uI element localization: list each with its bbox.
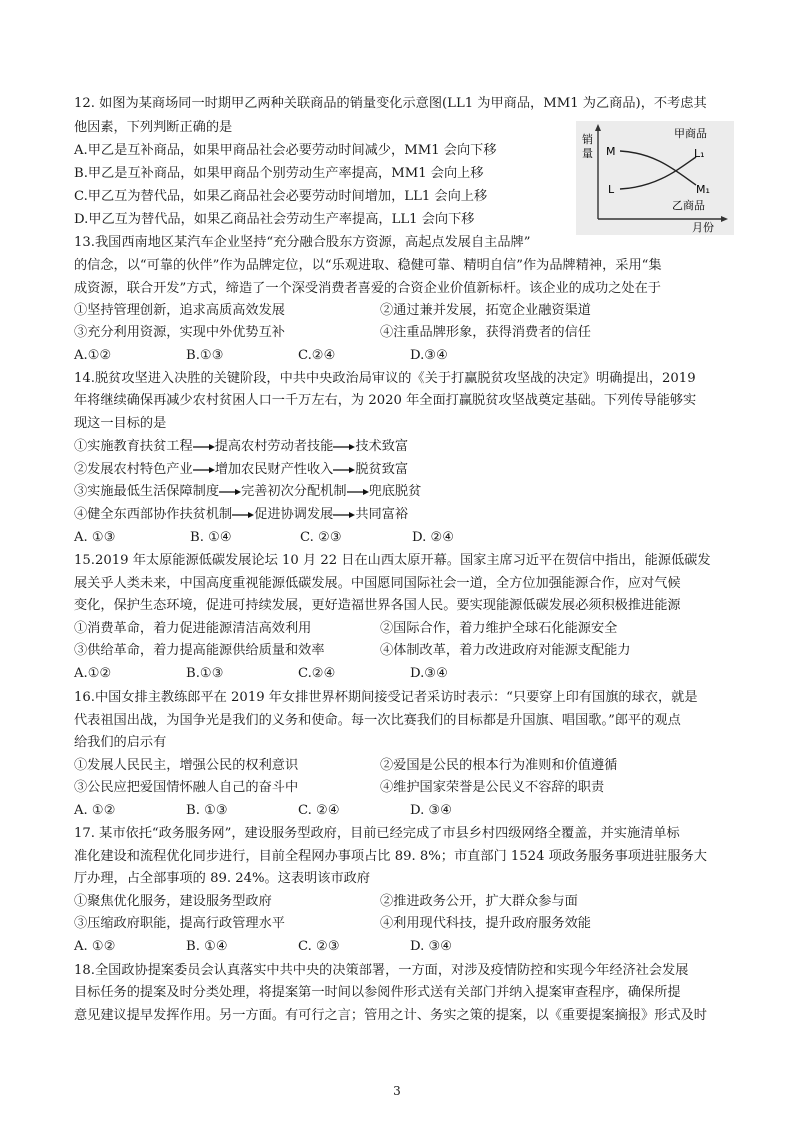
curve-ll1 <box>620 157 696 189</box>
q13-item-3: ③充分利用资源，实现中外优势互补 <box>74 325 285 340</box>
q14-item-4 <box>74 504 408 526</box>
arrow-icon <box>333 442 355 452</box>
q16-item-2: ②爱国是公民的根本行为准则和价值遵循 <box>380 758 618 773</box>
q16-item-4: ④维护国家荣誉是公民义不容辞的职责 <box>380 780 605 795</box>
q14-stem-line3: 现这一目标的是 <box>74 416 167 431</box>
q14-item-3-cause: ③实施最低生活保障制度 <box>74 484 220 499</box>
x-axis-label: 月份 <box>692 221 714 234</box>
q14-item-3-middle: 完善初次分配机制 <box>241 484 347 499</box>
q12-stem-line2: 他因素，下列判断正确的是 <box>74 120 233 135</box>
q12-option-c: C.甲乙互为替代品，如果乙商品社会必要劳动时间增加，LL1 会向上移 <box>74 189 488 204</box>
q12-option-d: D.甲乙互为替代品，如果乙商品社会劳动生产率提高，LL1 会向下移 <box>74 212 475 227</box>
arrow-icon <box>219 487 241 497</box>
q14-item-2-middle: 增加农民财产性收入 <box>214 462 334 477</box>
arrow-icon <box>232 510 254 520</box>
q12-sales-chart <box>576 121 734 235</box>
q17-choice-c: C. ②③ <box>298 939 340 954</box>
arrow-icon <box>333 510 355 520</box>
x-axis-arrow <box>721 216 728 222</box>
q13-choice-d: D.③④ <box>410 348 448 363</box>
y-axis-arrow <box>595 124 601 131</box>
q14-choice-c: C. ②③ <box>300 530 342 545</box>
q14-item-4-middle: 促进协调发展 <box>254 507 334 522</box>
q15-choice-b: B.①③ <box>186 666 224 681</box>
q17-choice-d: D. ③④ <box>410 939 453 954</box>
q14-item-1-cause: ①实施教育扶贫工程 <box>74 439 193 454</box>
series-a-name: 甲商品 <box>674 127 707 140</box>
q14-item-2 <box>74 459 408 481</box>
q17-item-2: ②推进政务公开，扩大群众参与面 <box>380 894 578 909</box>
q13-stem-line1: 13.我国西南地区某汽车企业坚持“充分融合股东方资源，高起点发展自主品牌” <box>74 235 531 250</box>
q14-item-1-result: 技术致富 <box>355 439 409 454</box>
series-b-name: 乙商品 <box>672 199 705 212</box>
q15-item-2: ②国际合作，着力维护全球石化能源安全 <box>380 621 618 636</box>
q18-stem-line3: 意见建议提早发挥作用。另一方面。有可行之言；管用之计、务实之策的提案，以《重要提案摘报》形式及时 <box>74 1008 707 1023</box>
q12-option-a: A.甲乙是互补商品，如果甲商品社会必要劳动时间减少，MM1 会向下移 <box>74 143 497 158</box>
q15-choice-c: C.②④ <box>298 666 336 681</box>
arrow-icon <box>193 442 215 452</box>
q13-item-2: ②通过兼并发展，拓宽企业融资渠道 <box>380 303 591 318</box>
page-number: 3 <box>393 1084 401 1098</box>
q14-item-1 <box>74 436 408 458</box>
q17-item-3: ③压缩政府职能，提高行政管理水平 <box>74 916 285 931</box>
q15-stem-line3: 变化，保护生态环境，促进可持续发展，更好造福世界各国人民。要实现能源低碳发展必须积极推进能源 <box>74 598 681 613</box>
q17-stem-line2: 准化建设和流程优化同步进行，目前全程网办事项占比 89. 8%；市直部门 1524 项政务服务事项进驻服务大 <box>74 849 707 864</box>
q16-stem-line2: 代表祖国出战，为国争光是我们的义务和使命。每一次比赛我们的目标都是升国旗、唱国歌。”郎平的观点 <box>74 713 681 728</box>
q13-choice-c: C.②④ <box>298 348 336 363</box>
q18-stem-line1: 18.全国政协提案委员会认真落实中共中央的决策部署，一方面，对涉及疫情防控和实现今年经济社会发展 <box>74 963 689 978</box>
q18-stem-line2: 目标任务的提案及时分类处理，将提案第一时间以参阅件形式送有关部门并纳入提案审查程序，确保所提 <box>74 985 681 1000</box>
q13-item-1: ①坚持管理创新，追求高质高效发展 <box>74 303 285 318</box>
q12-sales-figure <box>576 121 734 235</box>
label-l1: L₁ <box>694 147 705 160</box>
q15-choice-a: A.①② <box>74 666 112 681</box>
q16-item-1: ①发展人民民主，增强公民的权利意识 <box>74 758 299 773</box>
arrow-icon <box>347 487 369 497</box>
q14-item-2-cause: ②发展农村特色产业 <box>74 462 193 477</box>
q17-item-4: ④利用现代科技，提升政府服务效能 <box>380 916 591 931</box>
q15-stem-line2: 展关乎人类未来，中国高度重视能源低碳发展。中国愿同国际社会一道，全方位加强能源合作，应对气候 <box>74 576 681 591</box>
y-axis-label-1: 销 <box>582 133 593 146</box>
arrow-icon <box>193 465 215 475</box>
q14-choice-b: B. ①④ <box>190 530 232 545</box>
q17-stem-line1: 17. 某市依托“政务服务网”，建设服务型政府，目前已经完成了市县乡村四级网络全覆盖，并实施清单标 <box>74 826 680 841</box>
q13-stem-line2: 的信念，以“可靠的伙伴”作为品牌定位，以“乐观进取、稳健可靠、精明自信”作为品牌精神，采用“集 <box>74 258 662 273</box>
q14-item-4-cause: ④健全东西部协作扶贫机制 <box>74 507 233 522</box>
q16-choice-c: C. ②④ <box>298 803 340 818</box>
q14-stem-line1: 14.脱贫攻坚进入决胜的关键阶段，中共中央政治局审议的《关于打赢脱贫攻坚战的决定》明确提出，2019 <box>74 371 696 386</box>
label-m: M <box>606 145 616 158</box>
q17-choice-a: A. ①② <box>74 939 116 954</box>
q16-choice-b: B. ①③ <box>186 803 228 818</box>
q14-choice-a: A. ①③ <box>74 530 116 545</box>
q12-stem-line1: 12. 如图为某商场同一时期甲乙两种关联商品的销量变化示意图(LL1 为甲商品，MM1 为乙商品)，不考虑其 <box>74 96 707 111</box>
q14-stem-line2: 年将继续确保再减少农村贫困人口一千万左右，为 2020 年全面打赢脱贫攻坚战奠定基础。下列传导能够实 <box>74 393 697 408</box>
q16-choice-d: D. ③④ <box>410 803 453 818</box>
q15-stem-line1: 15.2019 年太原能源低碳发展论坛 10 月 22 日在山西太原开幕。国家主席习近平在贺信中指出，能源低碳发 <box>74 553 711 568</box>
q14-item-1-middle: 提高农村劳动者技能 <box>214 439 334 454</box>
q14-choice-d: D. ②④ <box>412 530 455 545</box>
arrow-icon <box>333 465 355 475</box>
q14-item-2-result: 脱贫致富 <box>355 462 409 477</box>
q15-item-1: ①消费革命，着力促进能源清洁高效利用 <box>74 621 312 636</box>
q17-stem-line3: 厅办理，占全部事项的 89. 24%。这表明该市政府 <box>74 871 371 886</box>
q17-item-1: ①聚焦优化服务，建设服务型政府 <box>74 894 272 909</box>
q13-choice-a: A.①② <box>74 348 112 363</box>
label-l: L <box>608 183 615 196</box>
label-m1: M₁ <box>696 183 710 196</box>
q14-item-4-result: 共同富裕 <box>355 507 409 522</box>
q14-item-3 <box>74 481 421 503</box>
q16-choice-a: A. ①② <box>74 803 116 818</box>
q12-option-b: B.甲乙是互补商品，如果甲商品个别劳动生产率提高，MM1 会向上移 <box>74 166 484 181</box>
q16-stem-line1: 16.中国女排主教练郎平在 2019 年女排世界杯期间接受记者采访时表示：“只要穿上印有国旗的球衣，就是 <box>74 690 698 705</box>
q17-choice-b: B. ①④ <box>186 939 228 954</box>
q13-item-4: ④注重品牌形象，获得消费者的信任 <box>380 325 591 340</box>
q13-choice-b: B.①③ <box>186 348 224 363</box>
q16-stem-line3: 给我们的启示有 <box>74 735 167 750</box>
q15-choice-d: D.③④ <box>410 666 448 681</box>
q14-item-3-result: 兜底脱贫 <box>368 484 422 499</box>
q13-stem-line3: 成资源，联合开发”方式，缔造了一个深受消费者喜爱的合资企业价值新标杆。该企业的成功之处在于 <box>74 281 661 296</box>
q15-item-3: ③供给革命，着力提高能源供给质量和效率 <box>74 643 325 658</box>
q16-item-3: ③公民应把爱国情怀融人自己的奋斗中 <box>74 780 299 795</box>
y-axis-label-2: 量 <box>582 147 593 160</box>
q15-item-4: ④体制改革，着力改进政府对能源支配能力 <box>380 643 631 658</box>
